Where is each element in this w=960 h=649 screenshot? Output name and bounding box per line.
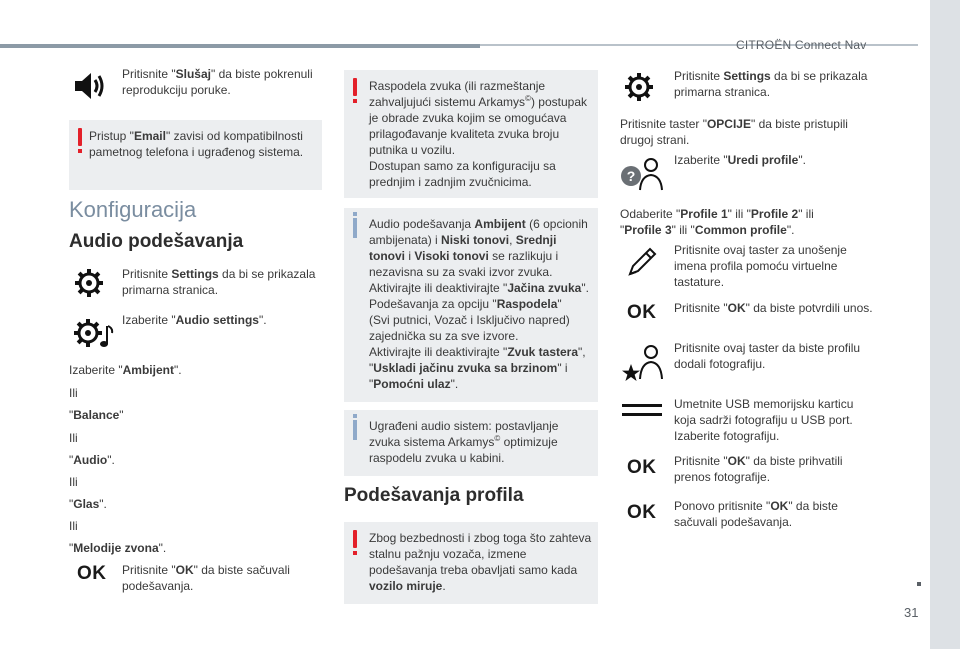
usb-slot-icon <box>621 403 663 417</box>
ok-confirm-instruction: Pritisnite "OK" da biste potvrdili unos. <box>674 301 873 315</box>
warning-icon <box>353 530 357 548</box>
speaker-instruction: Pritisnite "Slušaj" da biste pokrenuli reprodukciju poruke. <box>122 67 313 97</box>
profile-photo-icon <box>620 342 664 382</box>
options-instruction: Pritisnite taster "OPCIJE" da biste pristupili drugoj strani. <box>620 117 848 147</box>
gear-icon <box>74 268 104 298</box>
info-icon <box>353 420 357 440</box>
gear-music-icon <box>74 318 114 350</box>
or-text-3: Ili <box>69 475 78 489</box>
edit-profiles-instruction: Izaberite "Uredi profile". <box>674 153 806 167</box>
svg-text:?: ? <box>626 168 636 184</box>
ok-icon: OK <box>627 502 657 523</box>
subsection-title: Audio podešavanja <box>69 231 244 252</box>
ok-icon: OK <box>627 302 657 323</box>
option-glas: "Glas". <box>69 497 107 511</box>
page-dot <box>917 582 921 586</box>
option-melodije: "Melodije zvona". <box>69 541 167 555</box>
header-rule-dark <box>0 44 480 48</box>
warning-icon <box>78 128 82 146</box>
profile-edit-icon <box>620 156 664 192</box>
option-audio: "Audio". <box>69 453 115 467</box>
name-entry-instruction: Pritisnite ovaj taster za unošenje imena profila pomoću virtuelne tastature. <box>674 243 847 289</box>
or-text-4: Ili <box>69 519 78 533</box>
pencil-icon <box>624 244 660 280</box>
info-icon <box>353 218 357 238</box>
or-text-1: Ili <box>69 386 78 400</box>
gear-icon <box>624 72 654 102</box>
speaker-icon <box>72 70 108 102</box>
settings-instruction-2: Pritisnite Settings da bi se prikazala primarna stranica. <box>674 69 868 99</box>
warning-box-safety: Zbog bezbednosti i zbog toga što zahteva stalnu pažnju vozača, izmene podešavanja treba obavljati samo kada vozilo miruje. <box>344 522 598 604</box>
settings-instruction: Pritisnite Settings da bi se prikazala primarna stranica. <box>122 267 316 297</box>
warning-box-distribution: Raspodela zvuka (ili razmeštanje zahvaljujući sistemu Arkamys©) postupak je obrade zvuka kojim se omogućava prilagođavanje kvaliteta zvuka broju putnika u vozilu. Dostupan samo za konfiguraciju sa prednjim i zadnjim zvučnicima. <box>344 70 598 198</box>
page-number: 31 <box>904 605 919 620</box>
ok-save-instruction-2: Ponovo pritisnite "OK" da biste sačuvali podešavanja. <box>674 499 838 529</box>
usb-instruction: Umetnite USB memorijsku karticu koja sadrži fotografiju u USB port. Izaberite fotografiju. <box>674 397 854 443</box>
warning-box-email: Pristup "Email" zavisi od kompatibilnosti pametnog telefona i ugrađenog sistema. <box>69 120 322 190</box>
choose-profile-instruction: Odaberite "Profile 1" ili "Profile 2" ili "Profile 3" ili "Common profile". <box>620 207 814 237</box>
info-box-arkamys: Ugrađeni audio sistem: postavljanje zvuka sistema Arkamys© optimizuje raspodelu zvuka u kabini. <box>344 410 598 476</box>
option-ambijent: Izaberite "Ambijent". <box>69 363 182 377</box>
warning-icon <box>353 78 357 96</box>
option-balance: "Balance" <box>69 408 124 422</box>
ok-save-instruction: Pritisnite "OK" da biste sačuvali podešavanja. <box>122 563 290 593</box>
ok-accept-instruction: Pritisnite "OK" da biste prihvatili prenos fotografije. <box>674 454 843 484</box>
add-photo-instruction: Pritisnite ovaj taster da biste profilu dodali fotografiju. <box>674 341 861 371</box>
side-tab <box>930 0 960 649</box>
header-brand: CITROËN Connect Nav <box>736 38 867 52</box>
info-box-ambijent: Audio podešavanja Ambijent (6 opcionih ambijenata) i Niski tonovi, Srednji tonovi i Visoki tonovi se razlikuju i nezavisna su za svaki izvor zvuka. Aktivirajte ili deaktivirajte "Jačina zvuka". Podešavanja za opciju "Raspodela" (Svi putnici, Vozač i Isključivo napred) zajednička su za sve izvore. Aktivirajte ili deaktivirajte "Zvuk tastera", "Uskladi jačinu zvuka sa brzinom" i "Pomoćni ulaz". <box>344 208 598 402</box>
section-title: Konfiguracija <box>69 197 197 222</box>
profile-section-title: Podešavanja profila <box>344 485 524 506</box>
or-text-2: Ili <box>69 431 78 445</box>
ok-icon: OK <box>77 563 107 584</box>
audio-settings-instruction: Izaberite "Audio settings". <box>122 313 267 327</box>
ok-icon: OK <box>627 457 657 478</box>
